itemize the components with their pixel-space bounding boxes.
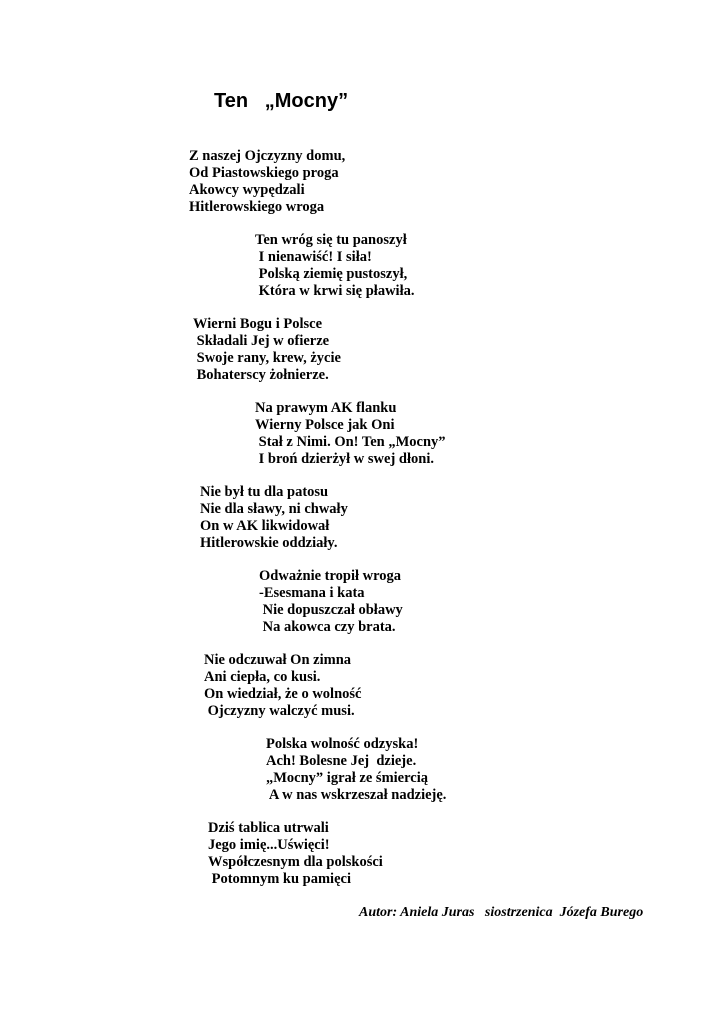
poem-line: Dziś tablica utrwali (208, 820, 329, 836)
stanza-1 (189, 148, 345, 216)
stanza-2 (255, 232, 415, 300)
stanza-9 (208, 820, 383, 888)
poem-line: Bohaterscy żołnierze. (193, 367, 329, 383)
poem-line: Nie był tu dla patosu (200, 484, 329, 500)
poem-line: Ten wróg się tu panoszył (255, 232, 407, 248)
stanza-7 (204, 652, 361, 720)
poem-line: Jego imię...Uświęci! (208, 837, 330, 853)
poem-line: I nienawiść! I siła! (255, 249, 372, 265)
poem-line: On wiedział, że o wolność (204, 686, 362, 702)
poem-line: -Esesmana i kata (259, 585, 365, 601)
poem-line: Wierni Bogu i Polsce (193, 316, 323, 332)
stanza-4 (255, 400, 446, 468)
poem-line: „Mocny” igrał ze śmiercią (266, 770, 428, 786)
poem-line: Z naszej Ojczyzny domu, (189, 148, 346, 164)
author-credit: Autor: Aniela Juras siostrzenica Józefa Burego (359, 905, 644, 920)
poem-line: Swoje rany, krew, życie (193, 350, 341, 366)
poem-line: Hitlerowskiego wroga (189, 199, 325, 215)
poem-line: Polską ziemię pustoszył, (255, 266, 408, 282)
poem-line: Która w krwi się pławiła. (255, 283, 415, 299)
poem-line: Polska wolność odzyska! (266, 736, 419, 752)
poem-line: Nie odczuwał On zimna (204, 652, 352, 668)
poem-line: Współczesnym dla polskości (208, 854, 383, 870)
poem-line: On w AK likwidował (200, 518, 330, 534)
poem-line: Stał z Nimi. On! Ten „Mocny” (255, 434, 446, 450)
poem-title: Ten „Mocny” (214, 90, 349, 112)
poem-line: Na prawym AK flanku (255, 400, 397, 416)
stanza-5 (200, 484, 348, 552)
poem-line: Składali Jej w ofierze (193, 333, 330, 349)
poem-line: Odważnie tropił wroga (259, 568, 402, 584)
poem-line: I broń dzierżył w swej dłoni. (255, 451, 434, 467)
poem-line: Ojczyzny walczyć musi. (204, 703, 355, 719)
poem-line: Potomnym ku pamięci (208, 871, 351, 887)
poem-line: Ach! Bolesne Jej dzieje. (266, 753, 417, 769)
stanza-8 (266, 736, 446, 804)
poem-line: Nie dla sławy, ni chwały (200, 501, 348, 517)
stanza-6 (259, 568, 403, 636)
poem-line: Nie dopuszczał obławy (259, 602, 403, 618)
poem-line: Wierny Polsce jak Oni (255, 417, 395, 433)
poem-line: Od Piastowskiego proga (189, 165, 339, 181)
stanza-3 (193, 316, 341, 384)
poem-line: Ani ciepła, co kusi. (204, 669, 321, 685)
poem-line: Na akowca czy brata. (259, 619, 396, 635)
poem-line: Akowcy wypędzali (189, 182, 305, 198)
poem-line: Hitlerowskie oddziały. (200, 535, 338, 551)
poem-line: A w nas wskrzeszał nadzieję. (266, 787, 447, 803)
